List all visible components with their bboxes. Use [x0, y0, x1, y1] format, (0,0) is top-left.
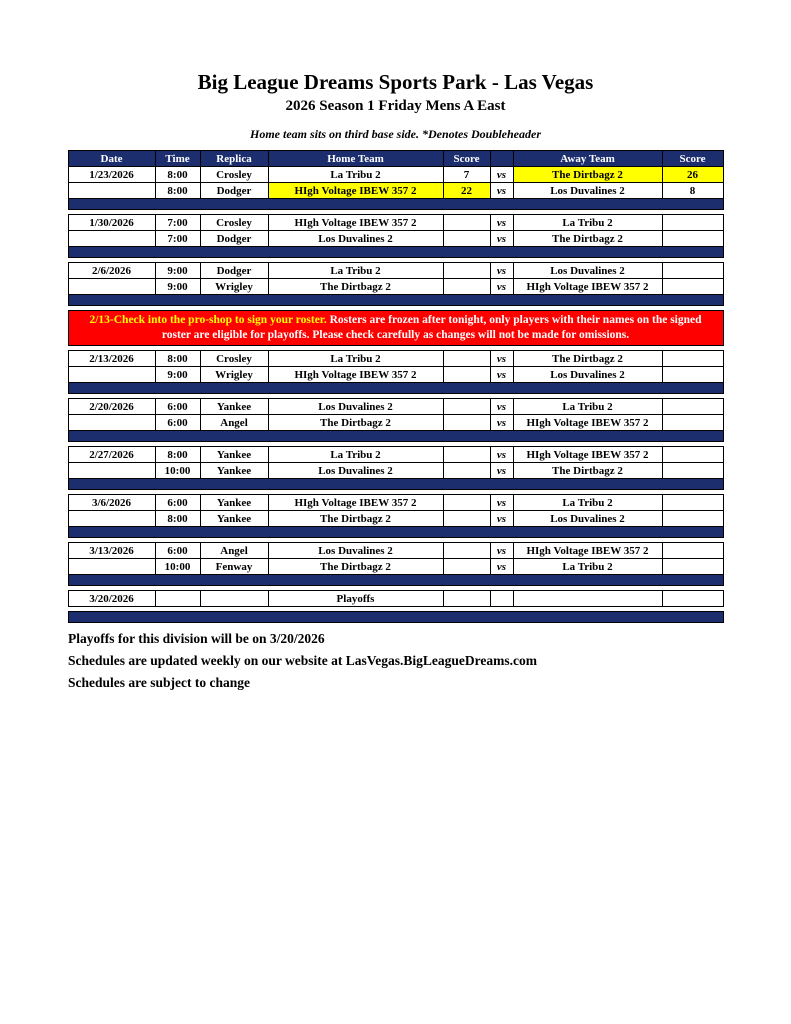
separator-bar	[68, 295, 723, 306]
replica-cell: Crosley	[200, 351, 268, 367]
game-row	[68, 559, 723, 575]
separator-bar	[68, 479, 723, 490]
home-score-cell	[443, 399, 490, 415]
away-team-cell: Los Duvalines 2	[513, 263, 662, 279]
game-row	[68, 447, 723, 463]
home-team-cell: Playoffs	[268, 591, 443, 607]
separator-row	[68, 383, 723, 394]
vs-cell: vs	[490, 495, 513, 511]
vs-cell: vs	[490, 263, 513, 279]
game-row	[68, 399, 723, 415]
away-team-cell: Los Duvalines 2	[513, 511, 662, 527]
separator-row	[68, 527, 723, 538]
away-team-cell: HIgh Voltage IBEW 357 2	[513, 543, 662, 559]
home-team-cell: HIgh Voltage IBEW 357 2	[268, 183, 443, 199]
home-score-cell	[443, 367, 490, 383]
footer-website-note: Schedules are updated weekly on our website at LasVegas.BigLeagueDreams.com	[68, 653, 538, 669]
column-header-away-team: Away Team	[513, 151, 662, 167]
column-header-home-team: Home Team	[268, 151, 443, 167]
home-score-cell: 22	[443, 183, 490, 199]
vs-cell: vs	[490, 463, 513, 479]
schedule-table-head	[68, 151, 723, 167]
column-header-vs	[490, 151, 513, 167]
footer-playoffs-note: Playoffs for this division will be on 3/20/2026	[68, 631, 325, 647]
replica-cell: Yankee	[200, 463, 268, 479]
away-score-cell	[662, 415, 723, 431]
time-cell: 8:00	[155, 183, 200, 199]
away-team-cell: The Dirtbagz 2	[513, 167, 662, 183]
date-cell: 2/6/2026	[68, 263, 155, 279]
away-team-cell: La Tribu 2	[513, 495, 662, 511]
time-cell: 7:00	[155, 215, 200, 231]
replica-cell: Fenway	[200, 559, 268, 575]
schedule-table	[68, 150, 724, 623]
vs-cell: vs	[490, 279, 513, 295]
date-cell	[68, 231, 155, 247]
away-team-cell: The Dirtbagz 2	[513, 351, 662, 367]
date-cell: 3/13/2026	[68, 543, 155, 559]
column-header-date: Date	[68, 151, 155, 167]
home-score-cell	[443, 231, 490, 247]
away-score-cell	[662, 263, 723, 279]
away-score-cell	[662, 463, 723, 479]
away-team-cell: The Dirtbagz 2	[513, 463, 662, 479]
away-score-cell	[662, 215, 723, 231]
vs-cell: vs	[490, 447, 513, 463]
away-score-cell	[662, 511, 723, 527]
away-team-cell: HIgh Voltage IBEW 357 2	[513, 279, 662, 295]
playoffs-row	[68, 591, 723, 607]
time-cell: 10:00	[155, 463, 200, 479]
vs-cell: vs	[490, 351, 513, 367]
separator-bar	[68, 383, 723, 394]
page-title: Big League Dreams Sports Park - Las Vegas	[197, 70, 594, 94]
separator-row	[68, 199, 723, 210]
game-row	[68, 351, 723, 367]
game-row	[68, 183, 723, 199]
separator-row	[68, 479, 723, 490]
home-score-cell	[443, 415, 490, 431]
away-score-cell	[662, 543, 723, 559]
time-cell: 10:00	[155, 559, 200, 575]
away-score-cell	[662, 367, 723, 383]
column-header-score: Score	[443, 151, 490, 167]
date-cell: 3/6/2026	[68, 495, 155, 511]
roster-banner-row	[68, 311, 723, 346]
game-row	[68, 543, 723, 559]
separator-row	[68, 431, 723, 442]
page-subtitle: 2026 Season 1 Friday Mens A East	[285, 98, 506, 115]
date-cell	[68, 183, 155, 199]
footer-change-note: Schedules are subject to change	[68, 675, 250, 691]
date-cell	[68, 279, 155, 295]
replica-cell	[200, 591, 268, 607]
away-score-cell	[662, 495, 723, 511]
home-score-cell: 7	[443, 167, 490, 183]
replica-cell: Wrigley	[200, 367, 268, 383]
home-team-cell: La Tribu 2	[268, 263, 443, 279]
away-score-cell	[662, 231, 723, 247]
column-header-replica: Replica	[200, 151, 268, 167]
replica-cell: Yankee	[200, 399, 268, 415]
replica-cell: Crosley	[200, 215, 268, 231]
home-score-cell	[443, 559, 490, 575]
home-team-cell: Los Duvalines 2	[268, 543, 443, 559]
game-row	[68, 511, 723, 527]
home-score-cell	[443, 215, 490, 231]
column-header-score: Score	[662, 151, 723, 167]
roster-banner-highlight: 2/13-Check into the pro-shop to sign your roster.	[89, 314, 330, 327]
vs-cell: vs	[490, 399, 513, 415]
away-team-cell: HIgh Voltage IBEW 357 2	[513, 447, 662, 463]
separator-bar	[68, 431, 723, 442]
away-score-cell	[662, 351, 723, 367]
roster-banner-message: Rosters are frozen after tonight, only players with their names on the signed roster are eligible for playoffs. Please check carefully as changes will not be made for omissions.	[161, 314, 702, 342]
home-score-cell	[443, 351, 490, 367]
time-cell	[155, 591, 200, 607]
vs-cell: vs	[490, 167, 513, 183]
schedule-table-body	[68, 167, 723, 623]
separator-bar	[68, 527, 723, 538]
time-cell: 9:00	[155, 367, 200, 383]
footer-notes	[68, 631, 723, 691]
home-team-cell: The Dirtbagz 2	[268, 559, 443, 575]
date-cell: 2/20/2026	[68, 399, 155, 415]
away-team-cell: HIgh Voltage IBEW 357 2	[513, 415, 662, 431]
vs-cell: vs	[490, 511, 513, 527]
separator-row	[68, 575, 723, 586]
game-row	[68, 263, 723, 279]
replica-cell: Angel	[200, 543, 268, 559]
game-row	[68, 463, 723, 479]
roster-banner	[68, 311, 723, 346]
time-cell: 8:00	[155, 447, 200, 463]
replica-cell: Yankee	[200, 495, 268, 511]
home-team-cell: Los Duvalines 2	[268, 231, 443, 247]
away-team-cell: La Tribu 2	[513, 215, 662, 231]
home-score-cell	[443, 511, 490, 527]
game-row	[68, 367, 723, 383]
away-score-cell	[662, 559, 723, 575]
time-cell: 6:00	[155, 543, 200, 559]
home-team-cell: The Dirtbagz 2	[268, 511, 443, 527]
game-row	[68, 167, 723, 183]
vs-cell: vs	[490, 183, 513, 199]
away-score-cell	[662, 399, 723, 415]
home-team-cell: HIgh Voltage IBEW 357 2	[268, 495, 443, 511]
header-row	[68, 151, 723, 167]
separator-row	[68, 247, 723, 258]
time-cell: 8:00	[155, 351, 200, 367]
time-cell: 6:00	[155, 415, 200, 431]
vs-cell: vs	[490, 415, 513, 431]
separator-bar	[68, 247, 723, 258]
time-cell: 8:00	[155, 167, 200, 183]
replica-cell: Yankee	[200, 447, 268, 463]
separator-row	[68, 612, 723, 623]
away-score-cell: 26	[662, 167, 723, 183]
home-team-cell: The Dirtbagz 2	[268, 415, 443, 431]
time-cell: 7:00	[155, 231, 200, 247]
time-cell: 6:00	[155, 399, 200, 415]
date-cell	[68, 559, 155, 575]
time-cell: 6:00	[155, 495, 200, 511]
away-score-cell	[662, 591, 723, 607]
home-score-cell	[443, 263, 490, 279]
away-score-cell	[662, 447, 723, 463]
column-header-time: Time	[155, 151, 200, 167]
date-cell	[68, 415, 155, 431]
game-row	[68, 279, 723, 295]
home-score-cell	[443, 591, 490, 607]
home-score-cell	[443, 463, 490, 479]
time-cell: 8:00	[155, 511, 200, 527]
replica-cell: Angel	[200, 415, 268, 431]
home-team-cell: Los Duvalines 2	[268, 399, 443, 415]
separator-bar	[68, 575, 723, 586]
replica-cell: Yankee	[200, 511, 268, 527]
home-score-cell	[443, 447, 490, 463]
time-cell: 9:00	[155, 263, 200, 279]
date-cell: 1/30/2026	[68, 215, 155, 231]
away-score-cell	[662, 279, 723, 295]
away-team-cell	[513, 591, 662, 607]
replica-cell: Dodger	[200, 183, 268, 199]
home-team-cell: La Tribu 2	[268, 351, 443, 367]
away-team-cell: The Dirtbagz 2	[513, 231, 662, 247]
home-team-cell: The Dirtbagz 2	[268, 279, 443, 295]
date-cell	[68, 367, 155, 383]
vs-cell: vs	[490, 231, 513, 247]
separator-bar	[68, 199, 723, 210]
replica-cell: Dodger	[200, 231, 268, 247]
vs-cell: vs	[490, 367, 513, 383]
separator-bar	[68, 612, 723, 623]
away-team-cell: La Tribu 2	[513, 559, 662, 575]
away-team-cell: La Tribu 2	[513, 399, 662, 415]
home-team-cell: Los Duvalines 2	[268, 463, 443, 479]
home-team-cell: La Tribu 2	[268, 447, 443, 463]
vs-cell: vs	[490, 559, 513, 575]
replica-cell: Dodger	[200, 263, 268, 279]
game-row	[68, 495, 723, 511]
home-team-cell: HIgh Voltage IBEW 357 2	[268, 367, 443, 383]
away-team-cell: Los Duvalines 2	[513, 367, 662, 383]
game-row	[68, 215, 723, 231]
date-cell: 1/23/2026	[68, 167, 155, 183]
home-score-cell	[443, 543, 490, 559]
home-score-cell	[443, 279, 490, 295]
date-cell	[68, 463, 155, 479]
home-score-cell	[443, 495, 490, 511]
replica-cell: Wrigley	[200, 279, 268, 295]
home-team-cell: La Tribu 2	[268, 167, 443, 183]
game-row	[68, 231, 723, 247]
vs-cell	[490, 591, 513, 607]
date-cell: 2/27/2026	[68, 447, 155, 463]
away-score-cell: 8	[662, 183, 723, 199]
time-cell: 9:00	[155, 279, 200, 295]
date-cell: 3/20/2026	[68, 591, 155, 607]
date-cell: 2/13/2026	[68, 351, 155, 367]
replica-cell: Crosley	[200, 167, 268, 183]
vs-cell: vs	[490, 215, 513, 231]
game-row	[68, 415, 723, 431]
home-team-note: Home team sits on third base side. *Denotes Doubleheader	[250, 127, 541, 142]
vs-cell: vs	[490, 543, 513, 559]
away-team-cell: Los Duvalines 2	[513, 183, 662, 199]
date-cell	[68, 511, 155, 527]
separator-row	[68, 295, 723, 306]
home-team-cell: HIgh Voltage IBEW 357 2	[268, 215, 443, 231]
